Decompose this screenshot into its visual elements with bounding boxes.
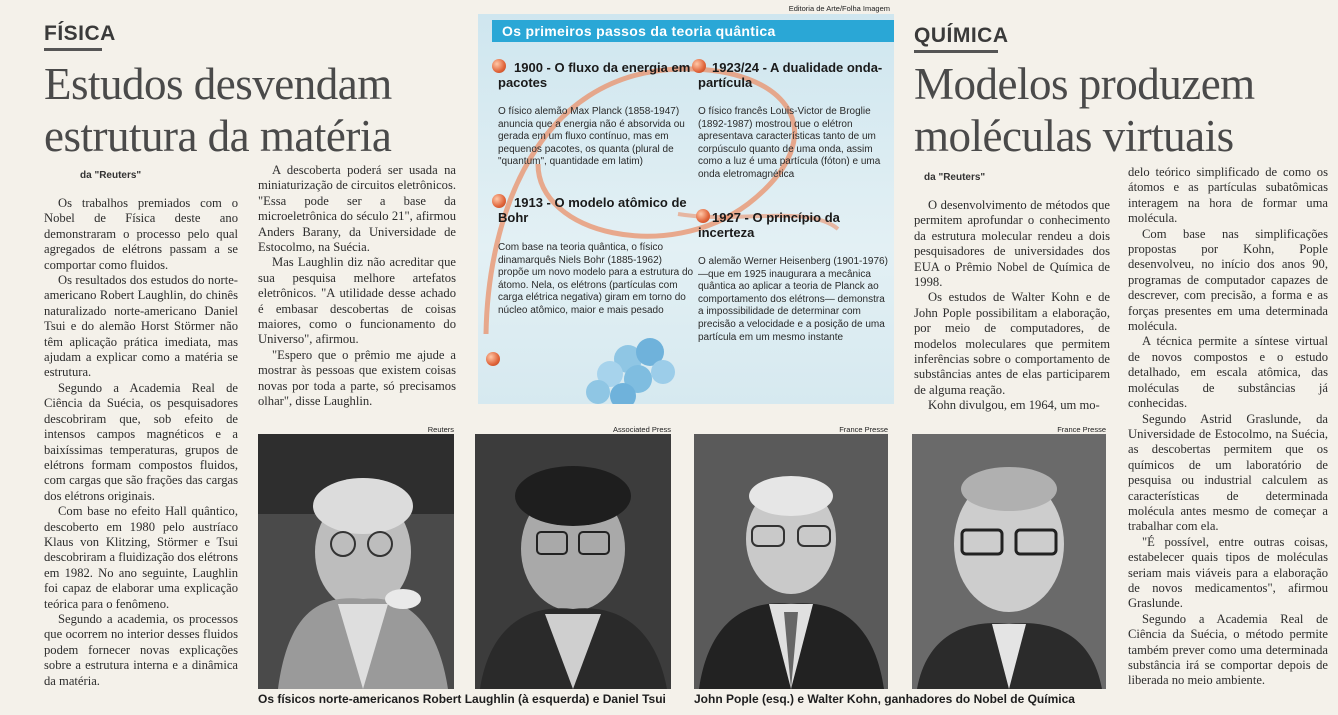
photo-credit-afp-1: France Presse <box>839 425 888 434</box>
headline-line-1: Estudos desvendam <box>44 59 392 109</box>
step-body-1923: O físico francês Louis-Victor de Broglie (1892-1987) mostrou que o elétron apresentava características tanto de um corpúsculo quanto de uma onda, assim como a luz é uma partícula (fóton) e uma onda eletromagnética <box>698 106 881 180</box>
paragraph: O desenvolvimento de métodos que permitem aprofundar o conhecimento da estrutura molecular rendeu a dois pesquisadores de universidades dos EUA o Prêmio Nobel de Química de 1998. <box>914 198 1110 290</box>
byline-quimica: da "Reuters" <box>924 172 986 183</box>
photo-walter-kohn <box>912 434 1106 689</box>
byline-fisica: da "Reuters" <box>80 170 142 181</box>
paragraph: "Espero que o prêmio me ajude a mostrar às pessoas que existem coisas novas por toda a parte, só precisamos olhar", disse Laughlin. <box>258 347 456 409</box>
paragraph: Com base nas simplificações propostas por Kohn, Pople desenvolveu, no início dos anos 90, programas de computador capazes de descrever, com precisão, a forma e as forças presentes em uma determinada molécula. <box>1128 226 1328 334</box>
step-title-1927: 1927 - O princípio da incerteza <box>698 210 840 240</box>
portrait-pople <box>694 434 888 689</box>
photo-daniel-tsui <box>475 434 671 689</box>
timeline-dot <box>486 352 500 366</box>
step-title-1923: 1923/24 - A dualidade onda-partícula <box>698 60 883 90</box>
step-body-1900: O físico alemão Max Planck (1858-1947) anuncia que a energia não é absorvida ou gerada em um fluxo contínuo, mas em pequenos pacotes, os quanta (plural de "quantum", quantidade em latim) <box>498 106 685 168</box>
infographic-title: Os primeiros passos da teoria quântica <box>492 20 894 42</box>
paragraph: Segundo a Academia Real de Ciência da Suécia, o método permite também prever como uma determinada substância irá se comportar depois de liberada no meio ambiente. <box>1128 611 1328 688</box>
paragraph: Os trabalhos premiados com o Nobel de Física deste ano demonstraram o processo pelo qual agregados de elétrons passam a se comportar como fluidos. <box>44 196 238 272</box>
portrait-laughlin <box>258 434 454 689</box>
section-label-quimica: QUÍMICA <box>914 24 998 53</box>
article-column-3 <box>914 198 1110 414</box>
paragraph: Kohn divulgou, em 1964, um mo- <box>928 398 1100 413</box>
paragraph: Segundo a academia, os processos que ocorrem no interior desses fluidos podem fornecer novas explicações sobre a estrutura interna e a dinâmica da matéria. <box>44 611 238 688</box>
headline-fisica <box>44 58 464 162</box>
article-column-1 <box>44 196 238 689</box>
paragraph: Os estudos de Walter Kohn e de John Pople possibilitam a elaboração, por meio de computadores, de modelos moleculares que permitem inferências sobre o comportamento de substâncias antes de elas participarem de alguma reação. <box>914 290 1110 397</box>
portrait-tsui <box>475 434 671 689</box>
headline-line-2: estrutura da matéria <box>44 111 392 161</box>
headline-quimica <box>914 58 1334 162</box>
quantum-infographic <box>478 14 894 404</box>
paragraph: A técnica permite a síntese virtual de novos compostos e o estudo detalhado, em escala atômica, das moléculas de substâncias já conhecidas. <box>1128 334 1328 411</box>
article-column-4 <box>1128 165 1328 689</box>
photo-caption-right: John Pople (esq.) e Walter Kohn, ganhadores do Nobel de Química <box>694 692 1075 706</box>
portrait-kohn <box>912 434 1106 689</box>
step-title-1900: 1900 - O fluxo da energia em pacotes <box>498 60 691 90</box>
step-body-1913: Com base na teoria quântica, o físico dinamarquês Niels Bohr (1885-1962) propõe um novo modelo para a estrutura do átomo. Nela, os elétrons (partículas com carga elétrica negativa) giram em torno do núcleo atômico, maior e mais pesado <box>498 242 694 316</box>
atom-nucleus <box>586 338 675 404</box>
photo-robert-laughlin <box>258 434 454 689</box>
paragraph: Segundo Astrid Graslunde, da Universidade de Estocolmo, na Suécia, as descobertas permitem que os químicos de um laboratório de pesquisa ou industrial calculem as características de determinada molécula antes mesmo de começar a trabalhar com ela. <box>1128 411 1328 534</box>
photo-caption-left: Os físicos norte-americanos Robert Laughlin (à esquerda) e Daniel Tsui <box>258 692 666 706</box>
step-body-1927: O alemão Werner Heisenberg (1901-1976) —que em 1925 inaugurara a mecânica quântica ao aplicar a teoria de Planck ao comportamento dos elétrons— demonstra a impossibilidade de determinar com precisão a velocidade e a posição de uma partícula em um mesmo instante <box>698 256 888 343</box>
photo-credit-ap: Associated Press <box>613 425 671 434</box>
paragraph: A descoberta poderá ser usada na miniaturização de circuitos eletrônicos. "Essa pode ser a base da microeletrônica do século 21", afirmou Anders Barany, da Universidade de Estocolmo, na Suécia. <box>258 163 456 255</box>
headline-line-1: Modelos produzem <box>914 59 1255 109</box>
infographic-credit: Editoria de Arte/Folha Imagem <box>788 4 890 13</box>
paragraph: Mas Laughlin diz não acreditar que sua pesquisa melhore artefatos eletrônicos. "A utilidade desse achado é embasar descobertas de coisas maiores, como o funcionamento do Universo", afirmou. <box>258 255 456 347</box>
paragraph: Os resultados dos estudos do norte-americano Robert Laughlin, do chinês naturalizado norte-americano Daniel Tsui e do alemão Horst Störmer não têm aplicação prática imediata, mas ajudam a explicar como a matéria se estrutura. <box>44 273 238 380</box>
paragraph: Segundo a Academia Real de Ciência da Suécia, os pesquisadores descobriram que, sob efeito de intensos campos magnéticos e a baixíssimas temperaturas, grupos de elétrons formam compostos fluidos, com cargas que são frações das cargas dos elétrons originais. <box>44 380 238 503</box>
photo-credit-reuters: Reuters <box>427 425 454 434</box>
photo-credit-afp-2: France Presse <box>1057 425 1106 434</box>
article-column-2 <box>258 163 456 410</box>
section-label-fisica: FÍSICA <box>44 22 102 51</box>
paragraph: delo teórico simplificado de como os átomos e as partículas subatômicas interagem na hora de formar uma molécula. <box>1128 165 1328 226</box>
step-title-1913: 1913 - O modelo atômico de Bohr <box>498 195 687 225</box>
paragraph: "É possível, entre outras coisas, estabelecer quais tipos de moléculas seriam mais viáveis para a elaboração de novos medicamentos", afirmou Graslunde. <box>1128 534 1328 611</box>
headline-line-2: moléculas virtuais <box>914 111 1234 161</box>
photo-john-pople <box>694 434 888 689</box>
paragraph: Com base no efeito Hall quântico, descoberto em 1980 pelo austríaco Klaus von Klitzing, Störmer e Tsui descobriram a fluidização dos elétrons em 1982. No ano seguinte, Laughlin foi capaz de elaborar uma explicação teórica para o fenômeno. <box>44 504 238 611</box>
